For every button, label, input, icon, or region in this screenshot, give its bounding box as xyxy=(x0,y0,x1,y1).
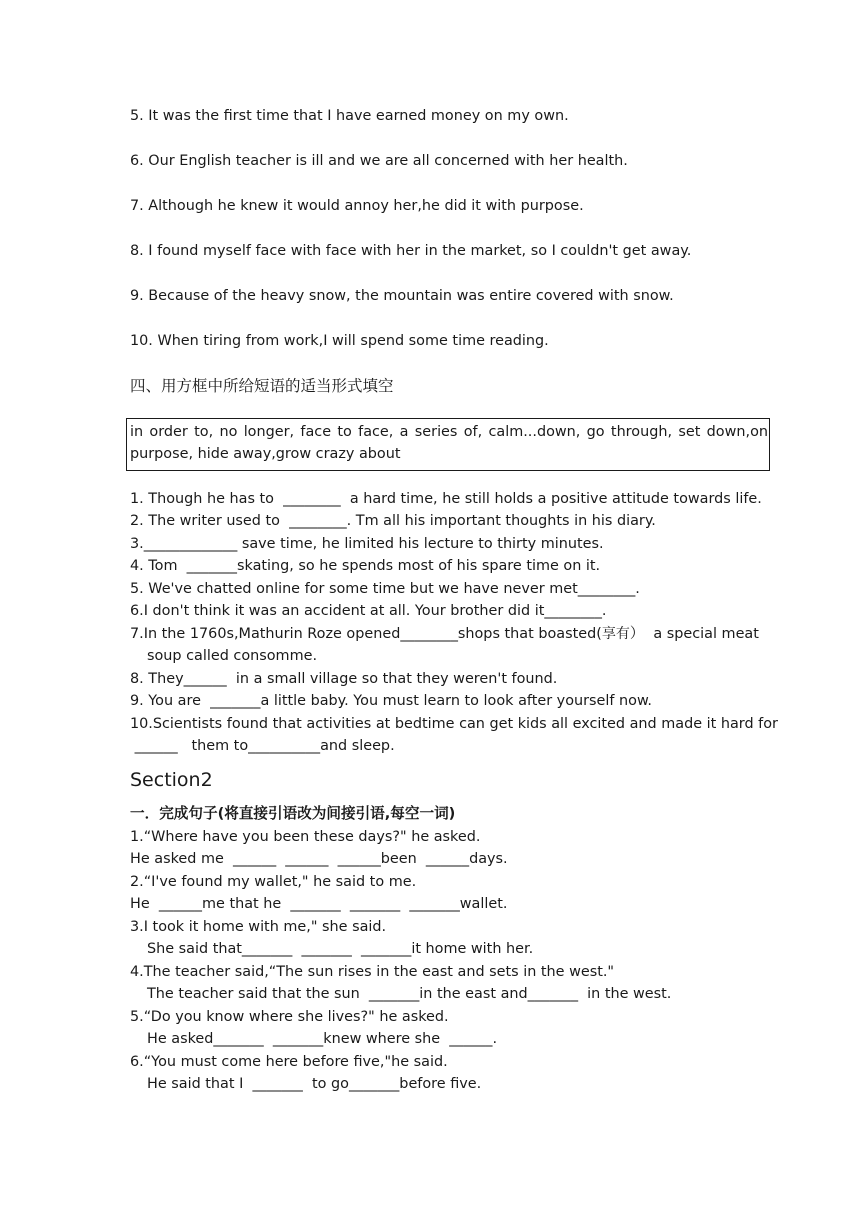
s2-question-1: 1.“Where have you been these days?" he asked. xyxy=(130,829,481,845)
section2-title: Section2 xyxy=(130,769,213,791)
fill-item-2: 2. The writer used to ________. Tm all his important thoughts in his diary. xyxy=(130,513,656,529)
fill-item-4: 4. Tom _______skating, so he spends most of his spare time on it. xyxy=(130,558,601,574)
s2-answer-6: He said that I _______ to go_______before five. xyxy=(147,1076,482,1092)
phrase-box-line-1: in order to, no longer, face to face, a series of, calm...down, go through, set down,on xyxy=(130,424,768,440)
fill-item-6: 6.I don't think it was an accident at all. Your brother did it________. xyxy=(130,603,607,619)
fill-item-3: 3._____________ save time, he limited his lecture to thirty minutes. xyxy=(130,536,604,552)
part4-heading: 四、用方框中所给短语的适当形式填空 xyxy=(130,377,394,395)
error-item-6: 6. Our English teacher is ill and we are all concerned with her health. xyxy=(130,153,628,169)
fill-item-7-chinese: 享有 xyxy=(601,626,630,642)
fill-item-10: 10.Scientists found that activities at bedtime can get kids all excited and made it hard for xyxy=(130,716,778,732)
fill-item-1: 1. Though he has to ________ a hard time, he still holds a positive attitude towards life. xyxy=(130,491,762,507)
error-item-8: 8. I found myself face with face with her in the market, so I couldn't get away. xyxy=(130,243,692,259)
fill-item-9: 9. You are _______a little baby. You must learn to look after yourself now. xyxy=(130,693,652,709)
fill-item-5: 5. We've chatted online for some time but we have never met________. xyxy=(130,581,640,597)
s2-question-5: 5.“Do you know where she lives?" he asked. xyxy=(130,1009,449,1025)
error-item-7: 7. Although he knew it would annoy her,he did it with purpose. xyxy=(130,198,584,214)
section2-heading: 一．完成句子(将直接引语改为间接引语,每空一词) xyxy=(130,805,456,822)
fill-item-8: 8. They______ in a small village so that they weren't found. xyxy=(130,671,558,687)
fill-item-7-continued: soup called consomme. xyxy=(147,648,318,664)
s2-answer-3: She said that_______ _______ _______it home with her. xyxy=(147,941,534,957)
s2-question-4: 4.The teacher said,“The sun rises in the east and sets in the west." xyxy=(130,964,615,980)
s2-question-3: 3.I took it home with me," she said. xyxy=(130,919,387,935)
error-item-5: 5. It was the first time that I have earned money on my own. xyxy=(130,108,569,124)
error-item-10: 10. When tiring from work,I will spend some time reading. xyxy=(130,333,549,349)
s2-question-6: 6.“You must come here before five,"he said. xyxy=(130,1054,448,1070)
s2-answer-4: The teacher said that the sun _______in the east and_______ in the west. xyxy=(147,986,672,1002)
s2-answer-1: He asked me ______ ______ ______been ______days. xyxy=(130,851,508,867)
error-item-9: 9. Because of the heavy snow, the mountain was entire covered with snow. xyxy=(130,288,674,304)
fill-item-7-text-a: 7.In the 1760s,Mathurin Roze opened________shops that boasted( xyxy=(130,626,602,642)
s2-question-2: 2.“I've found my wallet," he said to me. xyxy=(130,874,417,890)
fill-item-10-continued: ______ them to__________and sleep. xyxy=(130,738,395,754)
fill-item-7-text-b: ） a special meat xyxy=(629,626,759,642)
phrase-box-line-2: purpose, hide away,grow crazy about xyxy=(130,446,401,462)
s2-answer-2: He ______me that he _______ _______ _______wallet. xyxy=(130,896,508,912)
fill-item-7 xyxy=(130,624,759,644)
s2-answer-5: He asked_______ _______knew where she ______. xyxy=(147,1031,498,1047)
